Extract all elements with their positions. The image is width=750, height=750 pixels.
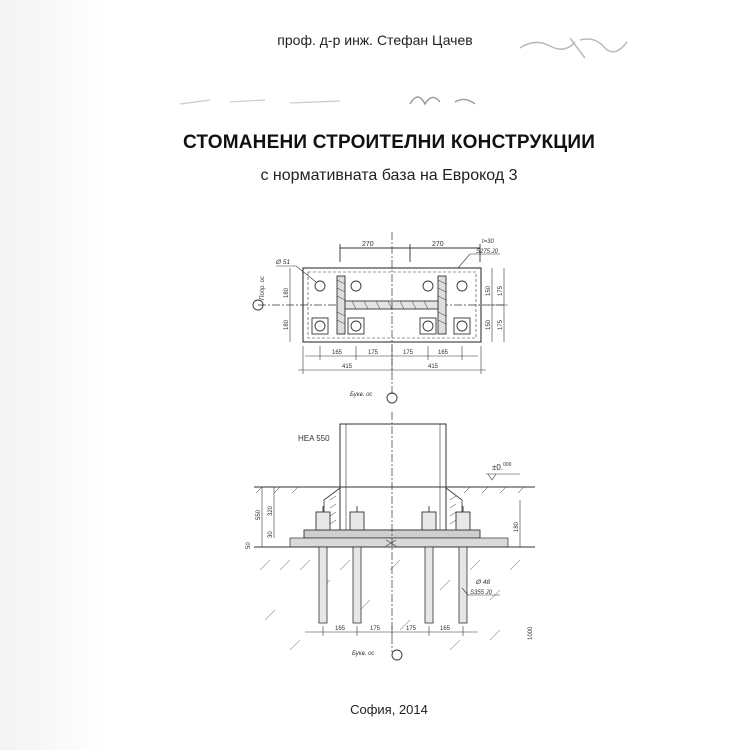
column-section-label: HEA 550 <box>298 434 330 443</box>
plan-top-dim-2: 270 <box>432 241 444 248</box>
elevation-axis-label-bottom: Букв. ос <box>352 651 375 657</box>
plate-note-grade: S275 J0 <box>476 249 499 255</box>
anchor-bolt <box>353 547 361 623</box>
anchor-bolt-hole <box>315 281 325 291</box>
anchor-bolt-hole <box>457 281 467 291</box>
anchor-bolt-washer <box>351 321 361 331</box>
plan-view <box>253 232 508 403</box>
page-title: СТОМАНЕНИ СТРОИТЕЛНИ КОНСТРУКЦИИ <box>182 132 596 153</box>
elevation-bottom-dim-1: 165 <box>335 626 346 632</box>
level-label-superscript: 000 <box>503 462 512 468</box>
plan-top-dim-1: 270 <box>362 241 374 248</box>
elevation-right-low-dim: 1000 <box>528 626 534 640</box>
anchor-bolt-washer <box>457 321 467 331</box>
plan-right-dim-1: 150 <box>486 285 492 296</box>
plan-bottom-dim-1: 165 <box>332 350 343 356</box>
anchor-bolt-washer <box>423 321 433 331</box>
anchor-bolt <box>459 547 467 623</box>
elevation-left-dim-4: 50 <box>246 542 252 549</box>
plan-bottom-dim-2: 175 <box>368 350 379 356</box>
anchor-bolt-washer <box>315 321 325 331</box>
elevation-right-dim: 180 <box>514 521 520 532</box>
plan-bottom-dim-4: 165 <box>438 350 449 356</box>
anchor-diameter-label: Ø 48 <box>476 579 491 586</box>
plate-note-thickness: t=30 <box>482 239 494 245</box>
plan-bottom-total-1: 415 <box>342 364 353 370</box>
elevation-bottom-dim-2: 175 <box>370 626 381 632</box>
plan-bottom-dim-3: 175 <box>403 350 414 356</box>
anchor-bolt <box>319 547 327 623</box>
plan-right-dim-4: 175 <box>498 319 504 330</box>
elevation-bottom-dim-4: 165 <box>440 626 451 632</box>
axis-bubble-bottom <box>387 393 397 403</box>
plan-bottom-total-2: 415 <box>428 364 439 370</box>
plan-left-dim-2: 180 <box>284 319 290 330</box>
plan-axis-label-bottom: Букв. ос <box>350 392 373 398</box>
plan-right-dim-3: 150 <box>486 319 492 330</box>
axis-bubble-elevation <box>392 650 402 660</box>
plan-left-dim-1: 180 <box>284 287 290 298</box>
elevation-left-dim-2: 320 <box>268 505 274 516</box>
elevation-left-dim-3: 30 <box>268 531 274 538</box>
place-year: София, 2014 <box>350 702 428 717</box>
bolt-diameter-label: Ø 51 <box>276 259 291 266</box>
anchor-bolt-hole <box>423 281 433 291</box>
elevation-view <box>246 412 535 660</box>
page-subtitle: с нормативната база на Еврокод 3 <box>260 167 518 184</box>
axis-label-left: Попр. ос <box>260 276 266 300</box>
anchor-bolt-hole <box>351 281 361 291</box>
elevation-bottom-dim-3: 175 <box>406 626 417 632</box>
plan-right-dim-2: 175 <box>498 285 504 296</box>
author-line: проф. д-р инж. Стефан Цачев <box>277 32 473 48</box>
level-label: ±0.$^{000}$ <box>492 462 512 472</box>
anchor-bolt <box>425 547 433 623</box>
elevation-left-dim-1: 550 <box>256 509 262 520</box>
anchor-grade-label: S355 J0 <box>470 590 493 596</box>
